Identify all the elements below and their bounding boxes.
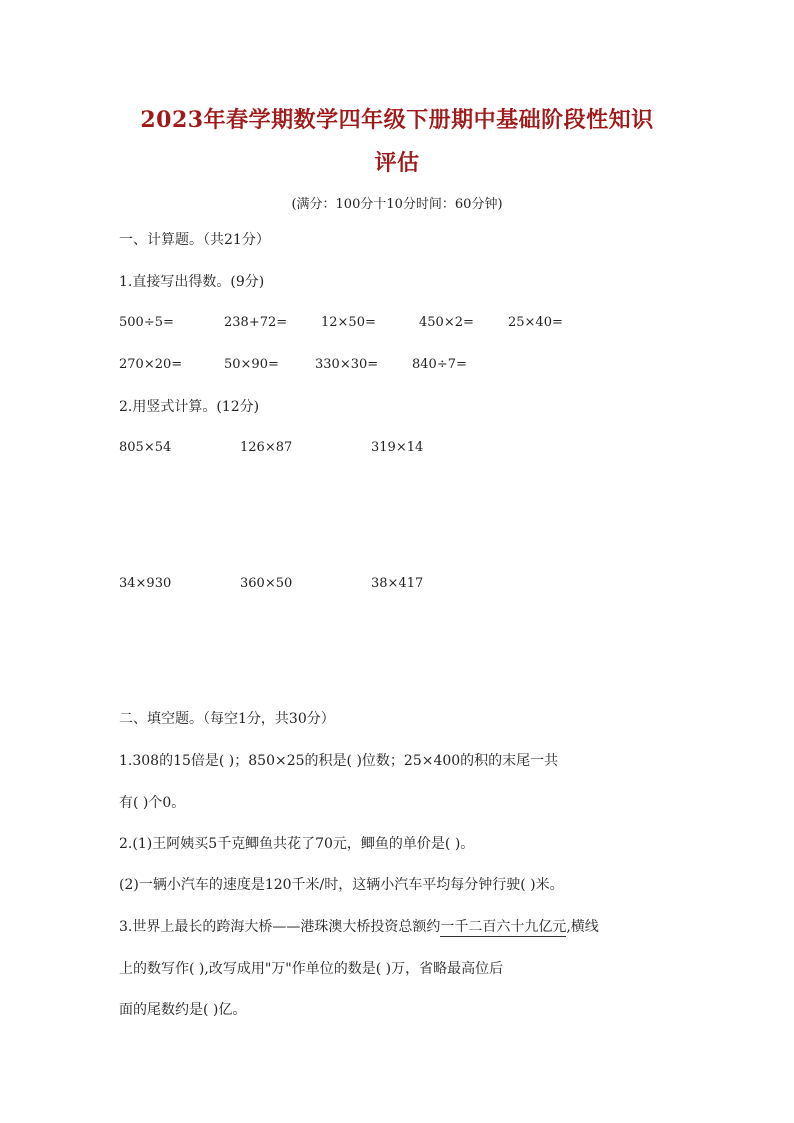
oral-calc-item: 500÷5=: [119, 315, 174, 330]
fill-blank-q1-line1: 1.308的15倍是( )；850×25的积是( )位数；25×400的积的末尾一共: [119, 753, 559, 769]
oral-calc-item: 238+72=: [224, 315, 288, 330]
vertical-calc-item: 38×417: [371, 576, 424, 591]
fill-blank-q3-line3: 面的尾数约是( )亿。: [119, 1002, 247, 1018]
fill-blank-q2-line1: 2.(1)王阿姨买5千克鲫鱼共花了70元，鲫鱼的单价是( )。: [119, 836, 475, 852]
fill-blank-q3-line1: [119, 916, 599, 936]
vertical-calc-item: 360×50: [240, 576, 293, 591]
q2-heading: 2.用竖式计算。(12分): [119, 399, 260, 415]
oral-calc-item: 330×30=: [315, 357, 379, 372]
vertical-calc-item: 34×930: [119, 576, 172, 591]
underlined-number: 一千二百六十九亿元: [440, 919, 567, 935]
oral-calc-item: 450×2=: [419, 315, 474, 330]
exam-subtitle: (满分：100分十10分时间：60分钟): [291, 197, 503, 212]
vertical-calc-item: 126×87: [240, 440, 293, 455]
section1-heading: 一、计算题。（共21分）: [119, 232, 270, 248]
vertical-calc-item: 805×54: [119, 440, 172, 455]
q1-heading: 1.直接写出得数。(9分): [119, 274, 265, 290]
exam-title-line2: 评估: [374, 150, 420, 176]
exam-title-line1: 2023年春学期数学四年级下册期中基础阶段性知识: [140, 107, 654, 133]
section2-heading: 二、填空题。（每空1分，共30分）: [119, 711, 335, 727]
fill-blank-q1-line2: 有( )个0。: [119, 795, 186, 811]
fill-blank-q3-line2: 上的数写作( ),改写成用"万"作单位的数是( )万，省略最高位后: [119, 961, 504, 977]
oral-calc-item: 12×50=: [321, 315, 376, 330]
oral-calc-item: 25×40=: [508, 315, 563, 330]
q3-text-start: 3.世界上最长的跨海大桥——港珠澳大桥投资总额约: [119, 919, 441, 935]
q3-text-end: ,横线: [566, 919, 599, 935]
oral-calc-item: 270×20=: [119, 357, 183, 372]
fill-blank-q2-line2: (2)一辆小汽车的速度是120千米/时，这辆小汽车平均每分钟行驶( )米。: [119, 877, 564, 893]
oral-calc-item: 840÷7=: [412, 357, 467, 372]
oral-calc-item: 50×90=: [224, 357, 279, 372]
vertical-calc-item: 319×14: [371, 440, 424, 455]
